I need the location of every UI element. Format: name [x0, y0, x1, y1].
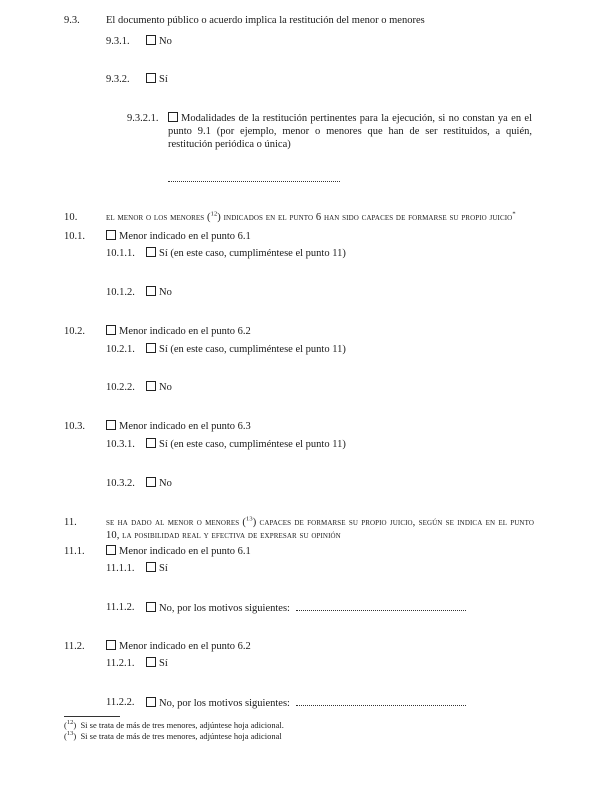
option-10-1-1 [106, 247, 346, 260]
option-label: Sí [159, 563, 168, 574]
option-10-3-1 [106, 438, 346, 451]
checkbox[interactable] [146, 286, 156, 296]
option-label: Menor indicado en el punto 6.1 [119, 231, 251, 242]
checkbox[interactable] [146, 247, 156, 257]
option-number: 9.3.1. [106, 36, 130, 47]
section-10 [64, 210, 516, 224]
checkbox[interactable] [146, 73, 156, 83]
option-number: 10.1. [64, 231, 85, 242]
footnote-ref: 13 [246, 515, 253, 523]
footnote-13: ($^{13}$) Si se trata de más de tres menores, adjúntese hoja adicional [64, 730, 282, 741]
section-title-part: el menor o los menores ( [106, 212, 211, 223]
option-11-1 [64, 545, 251, 558]
option-number: 11.1. [64, 546, 85, 557]
section-title-part: se ha dado al menor o menores ( [106, 517, 247, 528]
option-number: 11.1.2. [106, 602, 135, 613]
section-title: El documento público o acuerdo implica la restitución del menor o menores [106, 15, 425, 26]
option-10-2-1 [106, 343, 346, 356]
option-10-1 [64, 230, 251, 243]
checkbox[interactable] [146, 477, 156, 487]
footnote-ref: 12 [210, 210, 218, 218]
footnote-12: ($^{12}$) Si se trata de más de tres menores, adjúntese hoja adicional. [64, 719, 284, 730]
checkbox[interactable] [106, 230, 116, 240]
option-number: 10.1.2. [106, 287, 135, 298]
section-11-title [106, 516, 534, 542]
option-label: No [159, 382, 172, 393]
checkbox[interactable] [146, 438, 156, 448]
option-label: Sí [159, 74, 168, 85]
checkbox[interactable] [146, 35, 156, 45]
option-label: No, por los motivos siguientes: [159, 603, 290, 614]
section-title-part: ) indicados en el punto 6 han sido capaces de formarse su propio juicio [217, 212, 513, 223]
option-10-1-2 [106, 286, 172, 299]
section-11-number: 11. [64, 517, 77, 528]
footnote-text: Si se trata de más de tres menores, adjúntese hoja adicional [80, 731, 282, 741]
checkbox[interactable] [146, 562, 156, 572]
option-label: Sí (en este caso, cumpliméntese el punto 11) [159, 248, 346, 259]
checkbox[interactable] [146, 657, 156, 667]
section-number: 9.3. [64, 15, 80, 26]
checkbox[interactable] [146, 697, 156, 707]
option-10-2 [64, 325, 251, 338]
option-number: 11.2.1. [106, 658, 135, 669]
option-11-1-1 [106, 562, 168, 575]
option-label: Menor indicado en el punto 6.3 [119, 421, 251, 432]
asterisk-mark: * [512, 210, 516, 218]
option-number: 10.3. [64, 421, 85, 432]
option-number: 11.2. [64, 641, 85, 652]
option-label: Sí [159, 658, 168, 669]
option-label: No [159, 36, 172, 47]
option-text: Modalidades de la restitución pertinentes para la ejecución, si no constan ya en el punto 9.1 (por ejemplo, menor o menores que han de ser restituidos, a quién, restitución periódica o única) [168, 113, 532, 150]
option-label: Sí (en este caso, cumpliméntese el punto 11) [159, 439, 346, 450]
option-number: 10.1.1. [106, 248, 135, 259]
footnote-text: Si se trata de más de tres menores, adjúntese hoja adicional. [80, 720, 284, 730]
checkbox[interactable] [146, 343, 156, 353]
option-label: Menor indicado en el punto 6.2 [119, 641, 251, 652]
checkbox[interactable] [106, 420, 116, 430]
option-9-3-2-1 [168, 112, 532, 151]
option-9-3-1 [106, 35, 172, 48]
footnote-ref: 13 [66, 730, 74, 738]
option-label: Menor indicado en el punto 6.2 [119, 326, 251, 337]
option-label: No, por los motivos siguientes: [159, 698, 290, 709]
answer-line-9-3-2-1[interactable] [168, 172, 340, 182]
option-label: Menor indicado en el punto 6.1 [119, 546, 251, 557]
option-number: 10.2. [64, 326, 85, 337]
checkbox[interactable] [106, 325, 116, 335]
checkbox[interactable] [168, 112, 178, 122]
option-10-2-2 [106, 381, 172, 394]
option-number: 10.3.2. [106, 478, 135, 489]
option-number: 10.3.1. [106, 439, 135, 450]
checkbox[interactable] [146, 381, 156, 391]
option-label: No [159, 287, 172, 298]
option-label: No [159, 478, 172, 489]
section-9-3 [64, 14, 425, 27]
option-11-1-2 [106, 601, 290, 614]
answer-line[interactable] [296, 696, 466, 706]
option-11-2-1 [106, 657, 168, 670]
checkbox[interactable] [146, 602, 156, 612]
footnote-divider [64, 716, 120, 717]
option-10-3 [64, 420, 251, 433]
option-11-2 [64, 640, 251, 653]
option-number: 11.2.2. [106, 697, 135, 708]
checkbox[interactable] [106, 545, 116, 555]
answer-line[interactable] [296, 601, 466, 611]
option-number: 11.1.1. [106, 563, 135, 574]
section-title-part: ) capaces de formarse su propio juicio, según se indica en el punto 10, la posibilidad real y efectiva de expresar su opinión [106, 517, 534, 541]
option-label: Sí (en este caso, cumpliméntese el punto 11) [159, 344, 346, 355]
footnote-ref: 12 [66, 719, 74, 727]
option-10-3-2 [106, 477, 172, 490]
option-number: 9.3.2. [106, 74, 130, 85]
option-9-3-2 [106, 73, 168, 86]
checkbox[interactable] [106, 640, 116, 650]
option-9-3-2-1-number: 9.3.2.1. [127, 113, 159, 124]
option-number: 10.2.1. [106, 344, 135, 355]
option-11-2-2 [106, 696, 290, 709]
section-number: 10. [64, 212, 78, 223]
option-number: 10.2.2. [106, 382, 135, 393]
